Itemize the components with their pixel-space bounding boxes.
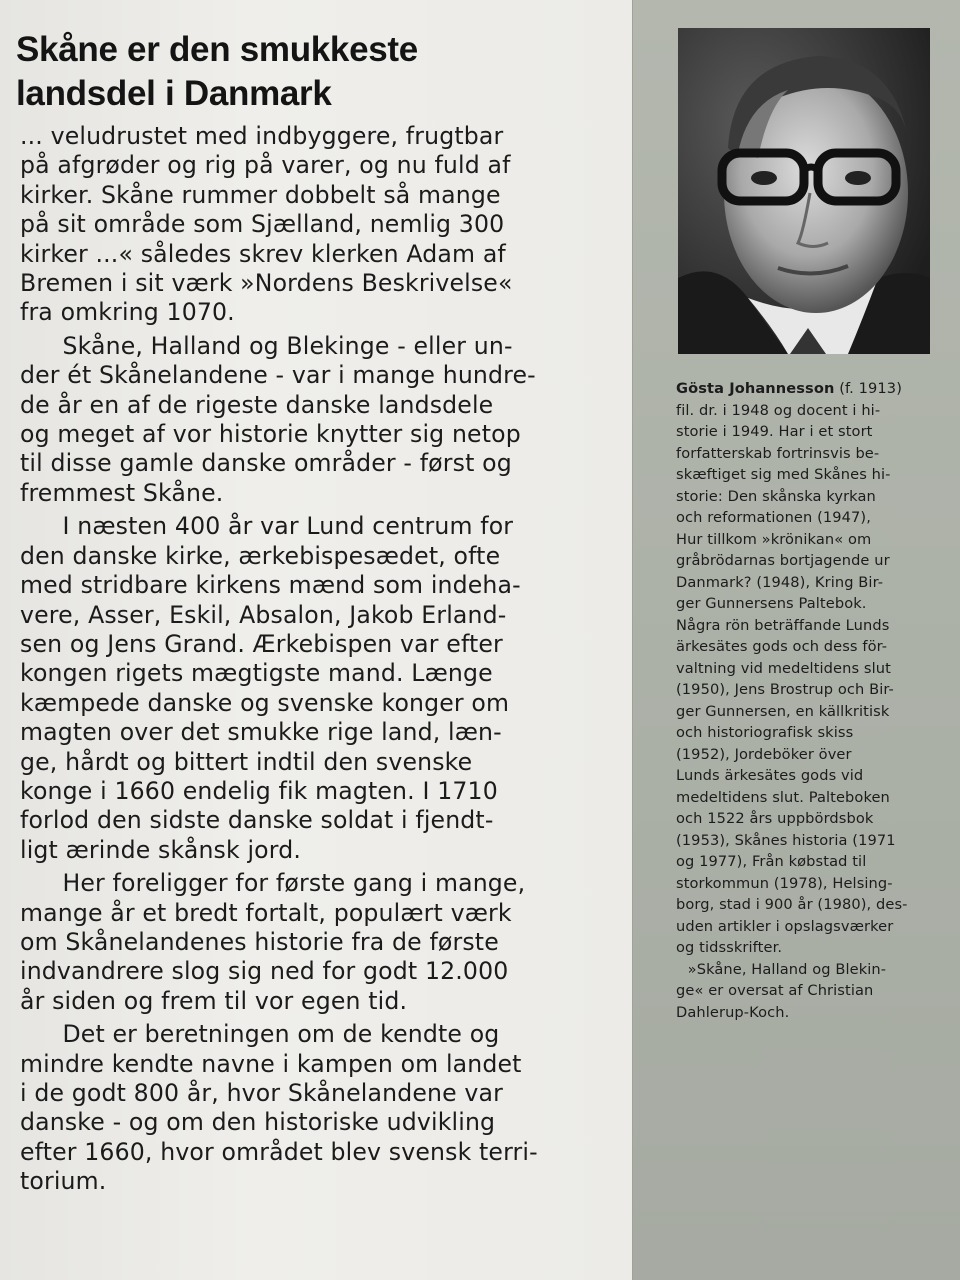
body-line: og meget af vor historie knytter sig netop <box>20 420 521 449</box>
body-line: Her foreligger for første gang i mange, <box>62 869 526 898</box>
body-line: danske - og om den historiske udvikling <box>20 1108 496 1137</box>
bio-line: og 1977), Från købstad til <box>676 853 867 870</box>
bio-line: Dahlerup-Koch. <box>676 1003 790 1021</box>
bio-line: Lunds ärkesätes gods vid <box>676 767 864 784</box>
body-line: ligt ærinde skånsk jord. <box>20 835 301 864</box>
bio-line: borg, stad i 900 år (1980), des- <box>676 896 908 913</box>
body-line: med stridbare kirkens mænd som indeha- <box>20 571 521 600</box>
paragraph-3 <box>20 512 604 865</box>
body-line: fra omkring 1070. <box>20 298 235 327</box>
bio-text-lines <box>676 400 928 1024</box>
body-line: på sit område som Sjælland, nemlig 300 <box>20 210 505 239</box>
body-line: kirker. Skåne rummer dobbelt så mange <box>20 180 501 209</box>
bio-line: ger Gunnersen, en källkritisk <box>676 702 890 720</box>
bio-line: ger Gunnersens Paltebok. <box>676 595 867 612</box>
bio-line: storie: Den skånska kyrkan <box>676 487 876 505</box>
bio-line: Danmark? (1948), Kring Bir- <box>676 573 884 591</box>
author-biography <box>676 378 928 1023</box>
paragraph-1 <box>20 122 604 328</box>
bio-line: forfatterskab fortrinsvis be- <box>676 444 880 462</box>
bio-line: gråbrödarnas bortjagende ur <box>676 552 890 569</box>
paragraph-4 <box>20 869 604 1016</box>
bio-line: ge« er oversat af Christian <box>676 982 874 999</box>
bio-line: och reformationen (1947), <box>676 509 871 526</box>
bio-line: och historiografisk skiss <box>676 724 854 741</box>
body-line: fremmest Skåne. <box>20 478 224 507</box>
body-line: forlod den sidste danske soldat i fjendt- <box>20 806 494 835</box>
body-line: magten over det smukke rige land, læn- <box>20 718 502 747</box>
body-line: efter 1660, hvor området blev svensk terri- <box>20 1137 538 1166</box>
body-line: mindre kendte navne i kampen om landet <box>20 1049 522 1078</box>
body-line: torium. <box>20 1167 107 1196</box>
body-line: ... veludrustet med indbyggere, frugtbar <box>20 122 504 150</box>
bio-line: uden artikler i opslagsværker <box>676 917 894 935</box>
body-line: de år en af de rigeste danske landsdele <box>20 390 494 419</box>
body-line: den danske kirke, ærkebispesædet, ofte <box>20 541 501 570</box>
body-line: kæmpede danske og svenske konger om <box>20 688 510 717</box>
body-line: mange år et bredt fortalt, populært værk <box>20 898 512 927</box>
bio-line: (1952), Jordeböker över <box>676 745 852 763</box>
author-name: Gösta Johannesson <box>676 380 835 397</box>
body-line: konge i 1660 endelig fik magten. I 1710 <box>20 776 498 805</box>
paragraph-2 <box>20 332 604 508</box>
bio-line: Några rön beträffande Lunds <box>676 616 890 634</box>
bio-line: »Skåne, Halland og Blekin- <box>687 960 887 978</box>
headline-line-1: Skåne er den smukkeste <box>16 30 418 69</box>
headline <box>16 28 616 116</box>
bio-line: medeltidens slut. Palteboken <box>676 788 890 806</box>
bio-line: fil. dr. i 1948 og docent i hi- <box>676 401 881 419</box>
body-line: på afgrøder og rig på varer, og nu fuld af <box>20 151 511 180</box>
bio-first-line <box>676 378 928 400</box>
bio-line: (1950), Jens Brostrup och Bir- <box>676 681 894 698</box>
blurb-body <box>20 122 604 1201</box>
paragraph-5 <box>20 1020 604 1196</box>
body-line: vere, Asser, Eskil, Absalon, Jakob Erland- <box>20 600 507 629</box>
body-line: Det er beretningen om de kendte og <box>62 1020 500 1049</box>
bio-line: storie i 1949. Har i et stort <box>676 423 873 440</box>
body-line: til disse gamle danske områder - først og <box>20 449 512 478</box>
bio-line: (1953), Skånes historia (1971 <box>676 831 896 849</box>
bio-line: storkommun (1978), Helsing- <box>676 874 893 892</box>
bio-line: og tidsskrifter. <box>676 939 783 956</box>
bio-line: ärkesätes gods och dess för- <box>676 638 888 655</box>
body-line: indvandrere slog sig ned for godt 12.000 <box>20 957 509 986</box>
body-line: i de godt 800 år, hvor Skånelandene var <box>20 1079 503 1107</box>
author-portrait-photo <box>678 28 930 354</box>
bio-line: Hur tillkom »krönikan« om <box>676 530 872 548</box>
body-line: Skåne, Halland og Blekinge - eller un- <box>62 331 513 360</box>
body-line: kirker ...« således skrev klerken Adam af <box>20 239 506 268</box>
body-line: år siden og frem til vor egen tid. <box>20 986 408 1015</box>
body-line: ge, hårdt og bittert indtil den svenske <box>20 747 473 776</box>
body-line: sen og Jens Grand. Ærkebispen var efter <box>20 629 503 658</box>
author-birth-year: (f. 1913) <box>834 380 902 397</box>
headline-line-2: landsdel i Danmark <box>16 74 332 113</box>
body-line: der ét Skånelandene - var i mange hundre- <box>20 361 536 390</box>
body-line: om Skånelandenes historie fra de første <box>20 927 499 956</box>
bio-line: och 1522 års uppbördsbok <box>676 810 874 827</box>
bio-line: skæftiget sig med Skånes hi- <box>676 466 891 483</box>
body-line: Bremen i sit værk »Nordens Beskrivelse« <box>20 269 513 298</box>
body-line: kongen rigets mægtigste mand. Længe <box>20 659 493 688</box>
body-line: I næsten 400 år var Lund centrum for <box>62 512 514 541</box>
bio-line: valtning vid medeltidens slut <box>676 659 891 677</box>
